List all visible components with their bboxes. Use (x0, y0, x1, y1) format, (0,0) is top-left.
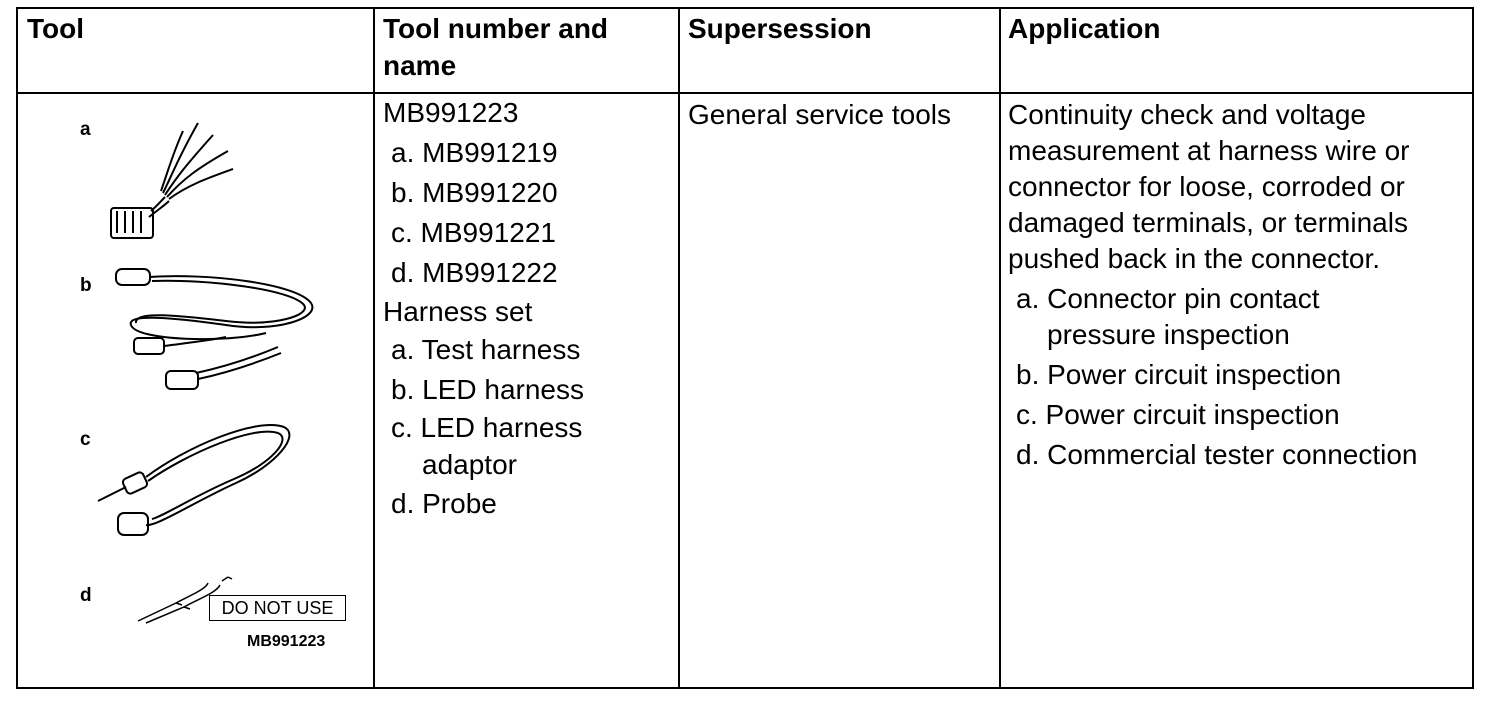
application-item: b. Power circuit inspection (1016, 359, 1342, 390)
header-application: Application (1008, 13, 1161, 44)
application-item: d. Commercial tester connection (1016, 439, 1418, 470)
tool-name-item: a. Test harness (391, 334, 581, 365)
tool-table (16, 7, 1474, 689)
application-line: Continuity check and voltage (1008, 99, 1366, 130)
header-divider (18, 92, 1472, 94)
tool-name-item: c. LED harness (391, 412, 583, 443)
tool-number-item: a. MB991219 (391, 137, 558, 168)
tool-number-cell (383, 93, 584, 524)
tool-number-item: b. MB991220 (391, 177, 558, 208)
tool-label-b: b (80, 275, 92, 296)
column-divider (678, 9, 680, 687)
supersession-cell: General service tools (688, 99, 952, 130)
test-harness-illustration (103, 113, 243, 243)
tool-number-item: d. MB991222 (391, 257, 558, 288)
tool-label-a: a (80, 119, 91, 140)
column-divider (373, 9, 375, 687)
application-item-continuation: pressure inspection (1047, 319, 1290, 350)
tool-label-c: c (80, 429, 91, 450)
tool-name-item: b. LED harness (391, 374, 584, 405)
application-item: c. Power circuit inspection (1016, 399, 1340, 430)
application-line: measurement at harness wire or (1008, 135, 1410, 166)
column-divider (999, 9, 1001, 687)
tool-number-item: c. MB991221 (391, 217, 556, 248)
application-line: connector for loose, corroded or (1008, 171, 1405, 202)
tool-number-main: MB991223 (383, 97, 519, 128)
header-tool-number (383, 9, 608, 84)
led-harness-illustration (106, 263, 326, 393)
application-item: a. Connector pin contact (1016, 283, 1320, 314)
tool-name-item: d. Probe (391, 488, 497, 519)
header-tool-number-line1: Tool number and (383, 13, 609, 44)
tool-code: MB991223 (247, 633, 326, 650)
tool-name-continuation: adaptor (422, 449, 517, 480)
application-cell (1008, 97, 1418, 473)
do-not-use-stamp: DO NOT USE (209, 595, 346, 621)
application-line: pushed back in the connector. (1008, 243, 1381, 274)
header-tool: Tool (27, 13, 85, 44)
application-line: damaged terminals, or terminals (1008, 207, 1408, 238)
tool-label-d: d (80, 585, 92, 606)
header-tool-number-line2: name (383, 50, 457, 81)
header-supersession: Supersession (688, 13, 872, 44)
led-harness-adaptor-illustration (96, 417, 306, 547)
harness-set-name: Harness set (383, 296, 533, 327)
